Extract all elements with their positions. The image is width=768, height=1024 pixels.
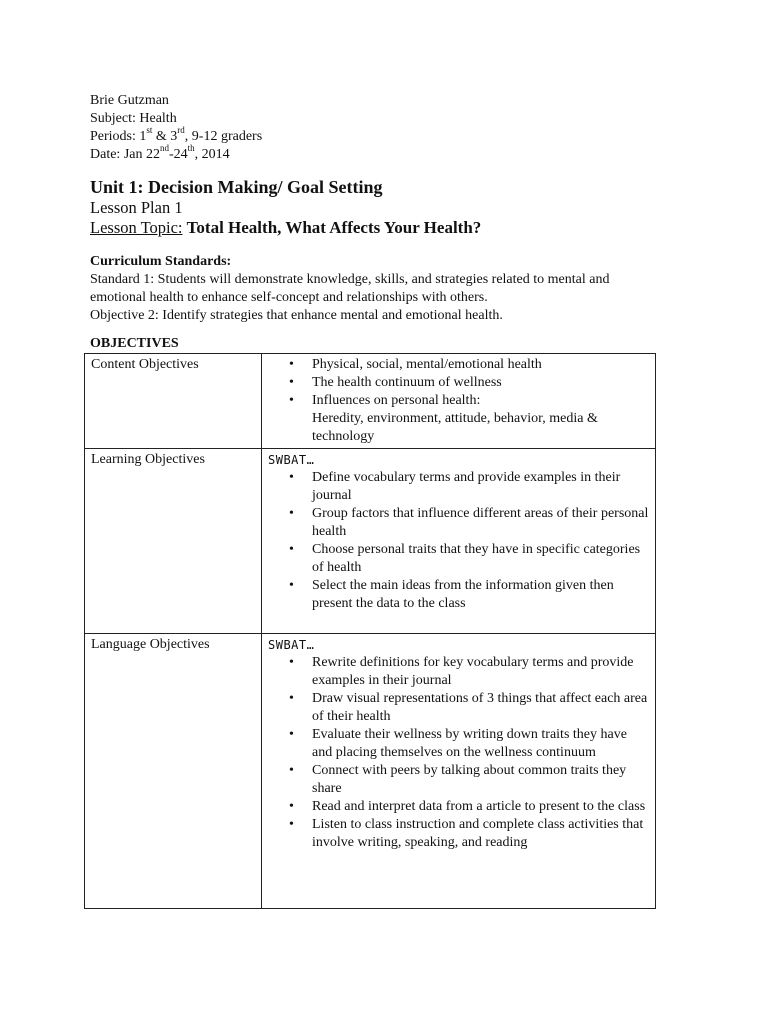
swbat-intro: SWBAT…: [268, 638, 315, 652]
table-row: [85, 634, 656, 909]
bullet-list: [268, 654, 649, 852]
subject-line: Subject: Health: [90, 111, 177, 126]
row-content: [262, 634, 656, 909]
table-row: [85, 449, 656, 634]
row-content: [262, 449, 656, 634]
list-item: • Group factors that influence different areas of their personal health: [289, 506, 649, 539]
swbat-intro: SWBAT…: [268, 453, 315, 467]
list-item: • Draw visual representations of 3 things that affect each area of their health: [289, 691, 648, 724]
list-item: • The health continuum of wellness: [289, 375, 502, 390]
list-item-subtext: Heredity, environment, attitude, behavior, media & technology: [312, 411, 598, 444]
row-content: [262, 354, 656, 449]
lesson-topic-label: Lesson Topic:: [90, 218, 183, 237]
document-page: [90, 92, 658, 909]
list-item: • Connect with peers by talking about common traits they share: [289, 763, 627, 796]
lesson-plan-number: Lesson Plan 1: [90, 198, 183, 217]
row-label: Language Objectives: [85, 634, 262, 909]
objectives-heading: OBJECTIVES: [90, 336, 179, 351]
objectives-table: [84, 353, 656, 909]
list-item: • Evaluate their wellness by writing down traits they have and placing themselves on the wellness continuum: [289, 727, 627, 760]
lesson-topic-title: Total Health, What Affects Your Health?: [186, 218, 482, 237]
curriculum-heading: Curriculum Standards:: [90, 254, 232, 269]
list-item: • Listen to class instruction and complete class activities that involve writing, speaking, and reading: [289, 817, 644, 850]
row-label: Learning Objectives: [85, 449, 262, 634]
list-item: • Physical, social, mental/emotional health: [289, 357, 542, 372]
author-name: Brie Gutzman: [90, 93, 169, 108]
list-item: • Read and interpret data from a article to present to the class: [289, 799, 646, 814]
curriculum-standard: Standard 1: Students will demonstrate knowledge, skills, and strategies related to mental and emotional health to enhance self-concept and relationships with others.: [90, 272, 610, 305]
periods-line: Periods: 1st & 3rd, 9-12 graders: [90, 125, 263, 144]
list-item: • Select the main ideas from the information given then present the data to the class: [289, 578, 614, 611]
list-item: • Define vocabulary terms and provide examples in their journal: [289, 470, 621, 503]
lesson-topic: [90, 218, 658, 238]
table-row: [85, 354, 656, 449]
bullet-list: [268, 356, 649, 446]
list-item: • Choose personal traits that they have in specific categories of health: [289, 542, 641, 575]
unit-title: Unit 1: Decision Making/ Goal Setting: [90, 177, 383, 197]
date-line: Date: Jan 22nd-24th, 2014: [90, 143, 230, 162]
bullet-list: [268, 469, 649, 613]
list-item: • Rewrite definitions for key vocabulary terms and provide examples in their journal: [289, 655, 634, 688]
row-label: Content Objectives: [85, 354, 262, 449]
curriculum-objective: Objective 2: Identify strategies that enhance mental and emotional health.: [90, 308, 503, 323]
list-item: • Influences on personal health: Heredity, environment, attitude, behavior, media & technology: [312, 392, 649, 446]
